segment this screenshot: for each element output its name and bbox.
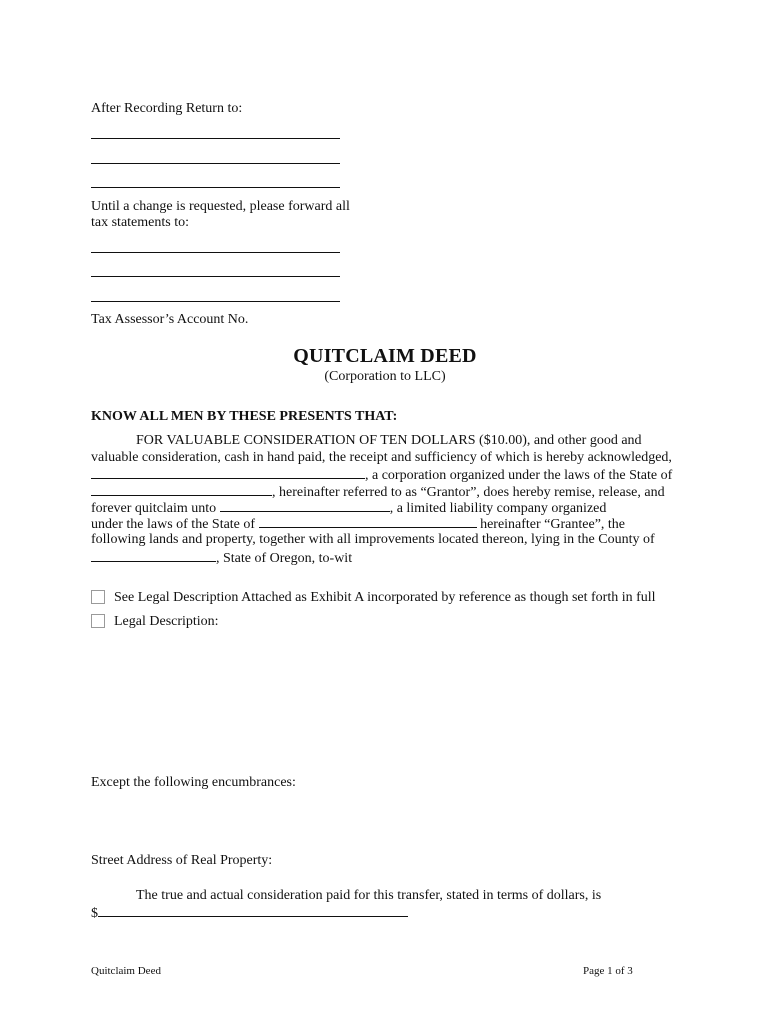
return-address-line-3[interactable]: [91, 187, 340, 188]
dollar-sign: $: [91, 906, 98, 921]
encumbrances-label: Except the following encumbrances:: [91, 775, 296, 790]
body-line-2: valuable consideration, cash in hand paid, the receipt and sufficiency of which is hereby acknowledged,: [91, 450, 672, 465]
return-address-line-2[interactable]: [91, 163, 340, 164]
footer-page-number: Page 1 of 3: [583, 965, 633, 977]
county-blank[interactable]: [91, 549, 216, 562]
body-line-3-text: , a corporation organized under the laws of the State of: [365, 468, 673, 483]
street-address-label: Street Address of Real Property:: [91, 853, 273, 868]
document-subtitle: (Corporation to LLC): [324, 369, 446, 384]
body-line-5-tail: , a limited liability company organized: [389, 501, 607, 516]
body-line-1: FOR VALUABLE CONSIDERATION OF TEN DOLLARS ($10.00), and other good and: [136, 433, 642, 448]
consideration-line-1: The true and actual consideration paid for this transfer, stated in terms of dollars, is: [136, 888, 602, 903]
body-line-3: [91, 466, 672, 484]
consideration-line-2: [91, 904, 408, 922]
body-line-6: [91, 515, 625, 533]
return-to-label: After Recording Return to:: [91, 101, 243, 116]
legal-description-label: Legal Description:: [114, 614, 219, 629]
return-address-line-1[interactable]: [91, 138, 340, 139]
grantor-name-blank[interactable]: [91, 466, 365, 479]
consideration-amount-blank[interactable]: [98, 904, 408, 917]
grantee-state-blank[interactable]: [259, 515, 477, 528]
document-title: QUITCLAIM DEED: [293, 345, 477, 367]
footer-document-name: Quitclaim Deed: [91, 965, 161, 977]
tax-account-label: Tax Assessor’s Account No.: [91, 312, 249, 327]
tax-address-line-2[interactable]: [91, 276, 340, 277]
tax-address-line-1[interactable]: [91, 252, 340, 253]
exhibit-a-label: See Legal Description Attached as Exhibit A incorporated by reference as though set forth in full: [114, 590, 656, 605]
body-line-4-text: , hereinafter referred to as “Grantor”, does hereby remise, release, and: [272, 485, 665, 500]
legal-description-checkbox[interactable]: [91, 614, 105, 628]
tax-statements-label-line1: Until a change is requested, please forward all: [91, 199, 350, 214]
grantor-state-blank[interactable]: [91, 483, 272, 496]
body-line-7: following lands and property, together with all improvements located thereon, lying in the County of: [91, 532, 655, 547]
body-line-8: [91, 549, 352, 567]
tax-address-line-3[interactable]: [91, 301, 340, 302]
tax-statements-label-line2: tax statements to:: [91, 215, 189, 230]
grantee-name-blank[interactable]: [220, 499, 390, 512]
intro-heading: KNOW ALL MEN BY THESE PRESENTS THAT:: [91, 409, 398, 424]
body-line-5-head: forever quitclaim unto: [91, 501, 217, 516]
body-line-6-head: under the laws of the State of: [91, 517, 256, 532]
body-line-8-text: , State of Oregon, to-wit: [216, 551, 353, 566]
body-line-6-tail: hereinafter “Grantee”, the: [480, 517, 626, 532]
exhibit-a-checkbox[interactable]: [91, 590, 105, 604]
